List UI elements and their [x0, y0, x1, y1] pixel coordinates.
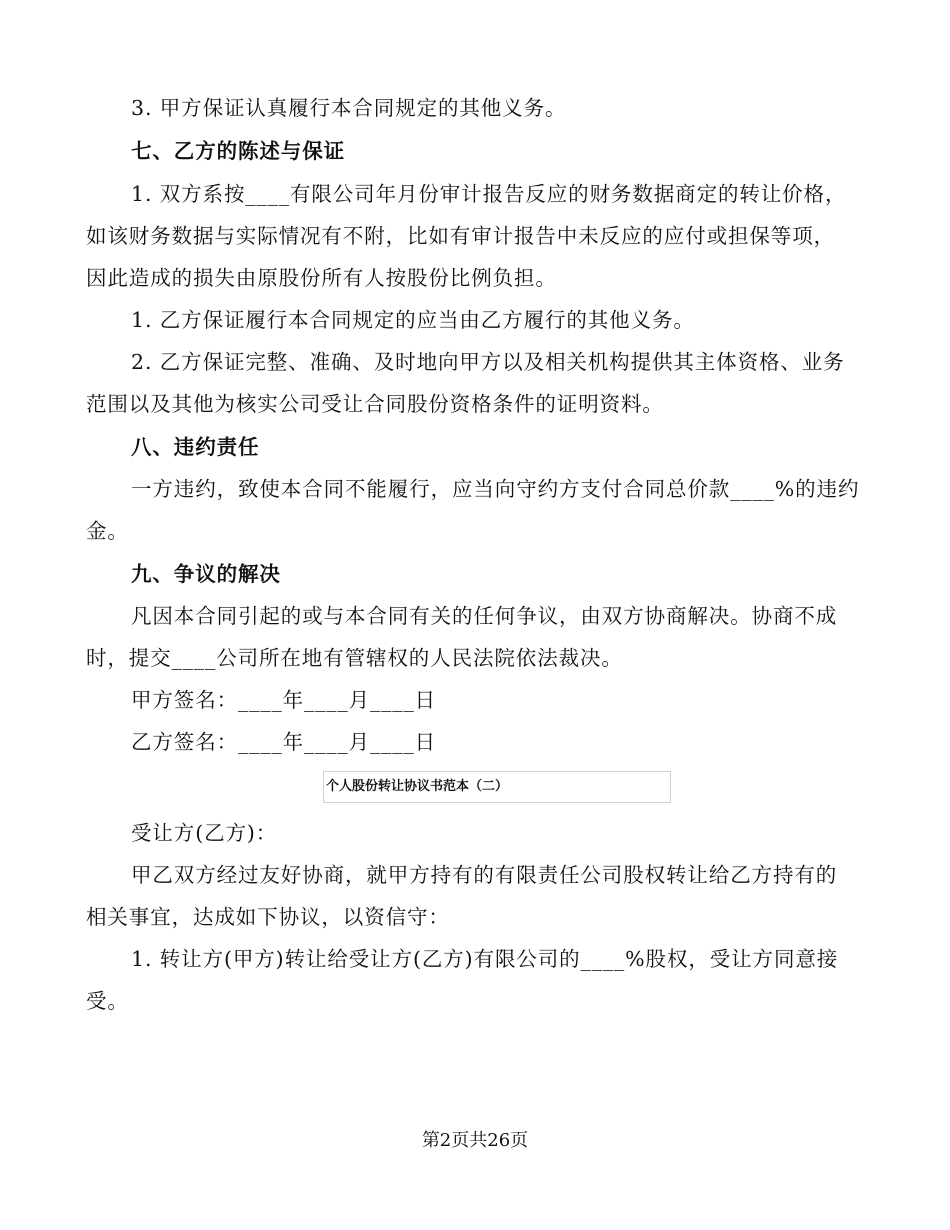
signature-line-party-b: 乙方签名：____年____月____日	[131, 730, 436, 754]
paragraph-line: 一方违约，致使本合同不能履行，应当向守约方支付合同总价款____%的违约	[131, 477, 860, 501]
paragraph-line: 如该财务数据与实际情况有不附，比如有审计报告中未反应的应付或担保等项，	[86, 224, 835, 248]
paragraph-line: 相关事宜，达成如下协议，以资信守：	[86, 905, 450, 929]
paragraph-line: 凡因本合同引起的或与本合同有关的任何争议，由双方协商解决。协商不成	[131, 604, 838, 628]
signature-line-party-a: 甲方签名：____年____月____日	[131, 688, 436, 712]
paragraph-line: 受。	[86, 989, 129, 1013]
section-heading: 九、争议的解决	[131, 562, 281, 586]
paragraph-line: 1. 转让方(甲方)转让给受让方(乙方)有限公司的____%股权，受让方同意接	[131, 947, 839, 971]
paragraph-line: 范围以及其他为核实公司受让合同股份资格条件的证明资料。	[86, 392, 664, 416]
section-heading: 八、违约责任	[131, 435, 260, 459]
paragraph-line: 2. 乙方保证完整、准确、及时地向甲方以及相关机构提供其主体资格、业务	[131, 350, 845, 374]
paragraph-line: 受让方(乙方)：	[131, 821, 278, 845]
paragraph-line: 3. 甲方保证认真履行本合同规定的其他义务。	[131, 96, 567, 120]
section-heading: 七、乙方的陈述与保证	[131, 139, 345, 163]
paragraph-line: 时，提交____公司所在地有管辖权的人民法院依法裁决。	[86, 646, 623, 670]
paragraph-line: 1. 乙方保证履行本合同规定的应当由乙方履行的其他义务。	[131, 308, 695, 332]
paragraph-line: 1. 双方系按____有限公司年月份审计报告反应的财务数据商定的转让价格，	[131, 182, 847, 206]
page-number-footer: 第2页共26页	[421, 1130, 529, 1151]
paragraph-line: 因此造成的损失由原股份所有人按股份比例负担。	[86, 266, 557, 290]
document-title: 个人股份转让协议书范本（二）	[323, 771, 671, 803]
paragraph-line: 甲乙双方经过友好协商，就甲方持有的有限责任公司股权转让给乙方持有的	[131, 863, 838, 887]
paragraph-line: 金。	[86, 519, 129, 543]
